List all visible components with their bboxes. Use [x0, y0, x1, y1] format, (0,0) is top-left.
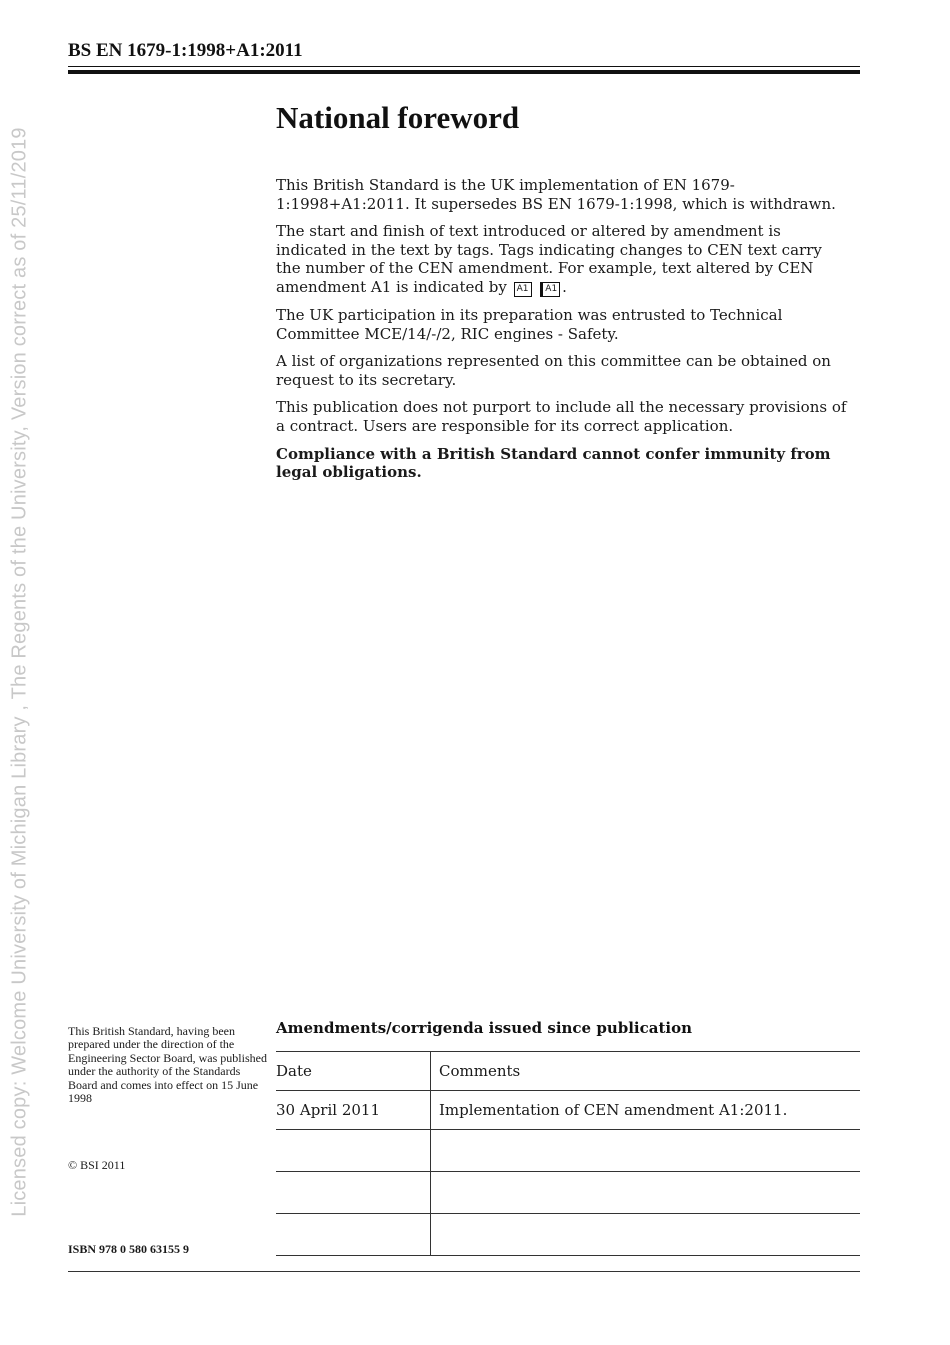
table-row-empty	[276, 1172, 860, 1214]
header-rule-thin	[68, 66, 860, 67]
table-row-empty	[276, 1130, 860, 1172]
empty-comment-cell	[431, 1130, 861, 1172]
header-rule-thick	[68, 70, 860, 74]
column-header-comments: Comments	[431, 1052, 861, 1091]
isbn-number: ISBN 978 0 580 63155 9	[68, 1242, 190, 1256]
paragraph-implementation: This British Standard is the UK implementation of EN 1679-1:1998+A1:2011. It supersedes BS EN 1679-1:1998, which is withdrawn.	[276, 176, 836, 213]
amendment-tags-text: The start and finish of text introduced or altered by amendment is indicated in the text by tags. Tags indicating changes to CEN text carry the number of the CEN amendment. For example, text altered by CEN amendment A1 is indicated by	[276, 222, 822, 296]
empty-date-cell	[276, 1130, 431, 1172]
page-title: National foreword	[276, 100, 520, 135]
standard-code: BS EN 1679-1:1998+A1:2011	[68, 40, 303, 61]
footer-rule	[68, 1271, 860, 1272]
foreword-body	[276, 176, 848, 491]
amendment-tags-period: .	[562, 277, 567, 296]
column-header-date: Date	[276, 1052, 431, 1091]
empty-comment-cell	[431, 1172, 861, 1214]
table-row	[276, 1091, 860, 1130]
amendment-comment: Implementation of CEN amendment A1:2011.	[431, 1091, 861, 1130]
publication-note: This British Standard, having been prepared under the direction of the Engineering Sector Board, was published under the authority of the Standards Board and comes into effect on 15 June 1998	[68, 1024, 267, 1106]
table-header-row	[276, 1052, 860, 1091]
amendments-table	[276, 1051, 860, 1256]
empty-comment-cell	[431, 1214, 861, 1256]
paragraph-contract: This publication does not purport to include all the necessary provisions of a contract. Users are responsible for its correct application.	[276, 398, 847, 435]
paragraph-organizations: A list of organizations represented on this committee can be obtained on request to its secretary.	[276, 352, 831, 389]
amendment-close-tag-icon: A1	[540, 282, 560, 297]
paragraph-committee: The UK participation in its preparation was entrusted to Technical Committee MCE/14/-/2, RIC engines - Safety.	[276, 305, 783, 343]
amendment-open-tag-icon: A1	[514, 282, 532, 297]
amendment-date: 30 April 2011	[276, 1091, 431, 1130]
empty-date-cell	[276, 1172, 431, 1214]
table-row-empty	[276, 1214, 860, 1256]
license-watermark: Licensed copy: Welcome University of Michigan Library , The Regents of the University, Version correct as of 25/11/2019	[8, 127, 31, 1217]
empty-date-cell	[276, 1214, 431, 1256]
copyright-notice: © BSI 2011	[68, 1158, 126, 1172]
amendments-title: Amendments/corrigenda issued since publication	[276, 1019, 692, 1037]
paragraph-compliance: Compliance with a British Standard cannot confer immunity from legal obligations.	[276, 444, 831, 482]
paragraph-amendment-tags	[276, 222, 848, 297]
